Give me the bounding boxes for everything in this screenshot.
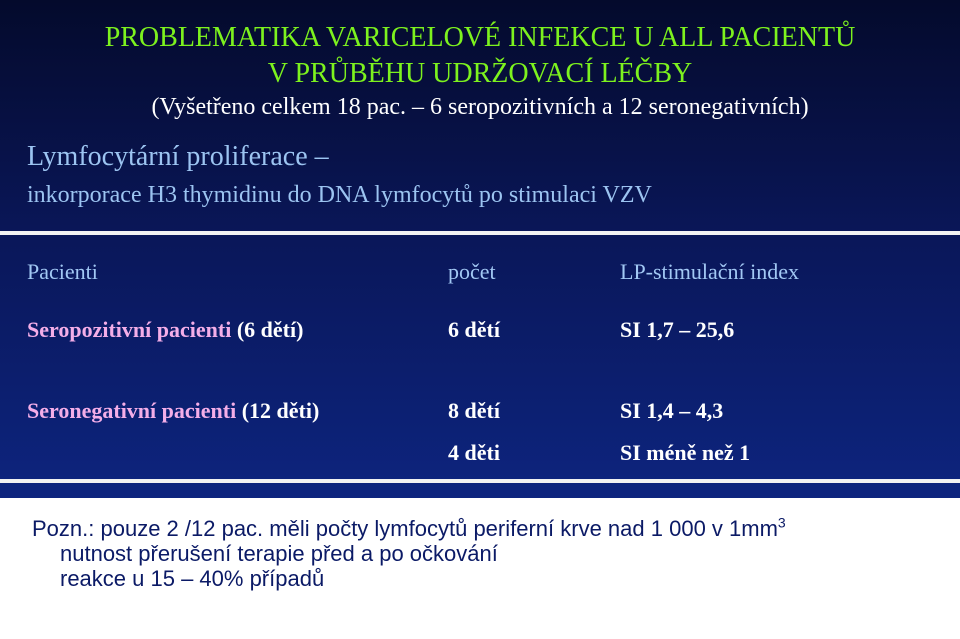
lead-description: inkorporace H3 thymidinu do DNA lymfocytů po stimulaci VZV [27, 182, 652, 208]
note-line1-text: Pozn.: pouze 2 /12 pac. měli počty lymfocytů periferní krve nad 1 000 v 1mm [32, 516, 778, 541]
group-count: (12 děti) [241, 398, 320, 423]
bottom-divider [0, 479, 960, 483]
row-seropositive-count: 6 dětí [448, 317, 500, 342]
note-superscript: 3 [777, 514, 786, 531]
header-index: LP-stimulační index [620, 259, 800, 284]
row-seronegative-count-2: 4 děti [448, 440, 500, 465]
note-line2: nutnost přerušení terapie před a po očkování [60, 541, 498, 566]
row-seropositive-index: SI 1,7 – 25,6 [620, 317, 735, 342]
row-seronegative-index-2: SI méně než 1 [620, 440, 751, 465]
header-patients: Pacienti [27, 259, 98, 284]
group-name: Seronegativní pacienti [27, 398, 237, 423]
row-seronegative-label [27, 398, 319, 424]
note-line1 [32, 516, 786, 542]
header-count: počet [448, 259, 496, 284]
row-seronegative-count: 8 dětí [448, 398, 500, 423]
lead-heading: Lymfocytární proliferace – [27, 141, 329, 172]
group-count: (6 dětí) [236, 317, 304, 342]
row-seronegative-index: SI 1,4 – 4,3 [620, 398, 724, 423]
slide-subtitle: (Vyšetřeno celkem 18 pac. – 6 seropozitivních a 12 seronegativních) [151, 94, 809, 120]
note-line3: reakce u 15 – 40% případů [60, 566, 325, 591]
group-name: Seropozitivní pacienti [27, 317, 232, 342]
notes-panel [0, 498, 960, 639]
slide-title-line1: PROBLEMATIKA VARICELOVÉ INFEKCE U ALL PACIENTŮ [104, 22, 856, 53]
row-seropositive-label [27, 317, 303, 343]
top-divider [0, 231, 960, 235]
slide-title-line2: V PRŮBĚHU UDRŽOVACÍ LÉČBY [267, 58, 693, 89]
